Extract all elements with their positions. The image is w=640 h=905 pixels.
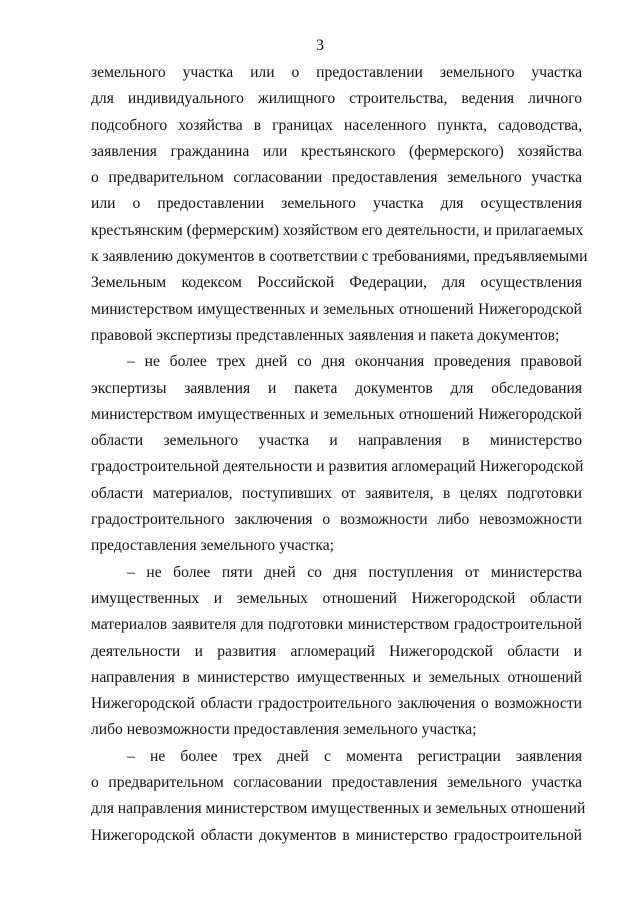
document-body	[91, 60, 588, 849]
text-line: Нижегородской области градостроительного заключения о возможности	[91, 695, 582, 713]
text-line: о предварительном согласовании предоставления земельного участка	[91, 169, 582, 187]
text-line: градостроительного заключения о возможности либо невозможности	[91, 511, 582, 529]
text-line: министерством имущественных и земельных отношений Нижегородской	[91, 405, 582, 423]
paragraph-4	[91, 744, 586, 849]
paragraph-2	[91, 349, 582, 559]
text-line: для индивидуального жилищного строительства, ведения личного	[91, 90, 582, 108]
paragraph-3	[91, 560, 582, 744]
text-line: земельного участка или о предоставлении земельного участка	[91, 64, 582, 81]
text-line: – не более пяти дней со дня поступления от министерства	[127, 563, 582, 581]
text-line: крестьянским (фермерским) хозяйством его деятельности, и прилагаемых	[91, 221, 584, 239]
text-line: области земельного участка и направления в министерство	[91, 432, 582, 450]
text-line: или о предоставлении земельного участка для осуществления	[91, 195, 582, 213]
text-line: – не более трех дней с момента регистрации заявления	[127, 747, 582, 765]
text-line: подсобного хозяйства в границах населенного пункта, садоводства,	[91, 116, 582, 134]
text-line: заявления гражданина или крестьянского (фермерского) хозяйства	[91, 142, 582, 160]
paragraph-1	[91, 60, 588, 349]
text-line: – не более трех дней со дня окончания проведения правовой	[127, 353, 582, 371]
text-line: к заявлению документов в соответствии с требованиями, предъявляемыми	[91, 248, 588, 266]
text-line: Нижегородской области документов в министерство градостроительной	[91, 826, 582, 844]
text-line: для направления министерством имущественных и земельных отношений	[91, 800, 586, 818]
text-line: правовой экспертизы представленных заявления и пакета документов;	[91, 326, 560, 344]
text-line: градостроительной деятельности и развития агломераций Нижегородской	[91, 458, 584, 476]
text-line: либо невозможности предоставления земельного участка;	[91, 721, 477, 739]
text-line: Земельным кодексом Российской Федерации, для осуществления	[91, 274, 582, 292]
text-line: предоставления земельного участка;	[91, 537, 334, 555]
text-line: министерством имущественных и земельных отношений Нижегородской	[91, 300, 582, 318]
text-line: деятельности и развития агломераций Нижегородской области и	[91, 642, 582, 660]
text-line: направления в министерство имущественных и земельных отношений	[91, 668, 582, 686]
text-line: области материалов, поступивших от заявителя, в целях подготовки	[91, 484, 582, 502]
text-line: о предварительном согласовании предоставления земельного участка	[91, 774, 582, 792]
text-line: экспертизы заявления и пакета документов для обследования	[91, 379, 582, 397]
page-number: 3	[316, 37, 324, 54]
text-line: имущественных и земельных отношений Нижегородской области	[91, 589, 582, 607]
text-line: материалов заявителя для подготовки министерством градостроительной	[91, 616, 582, 634]
